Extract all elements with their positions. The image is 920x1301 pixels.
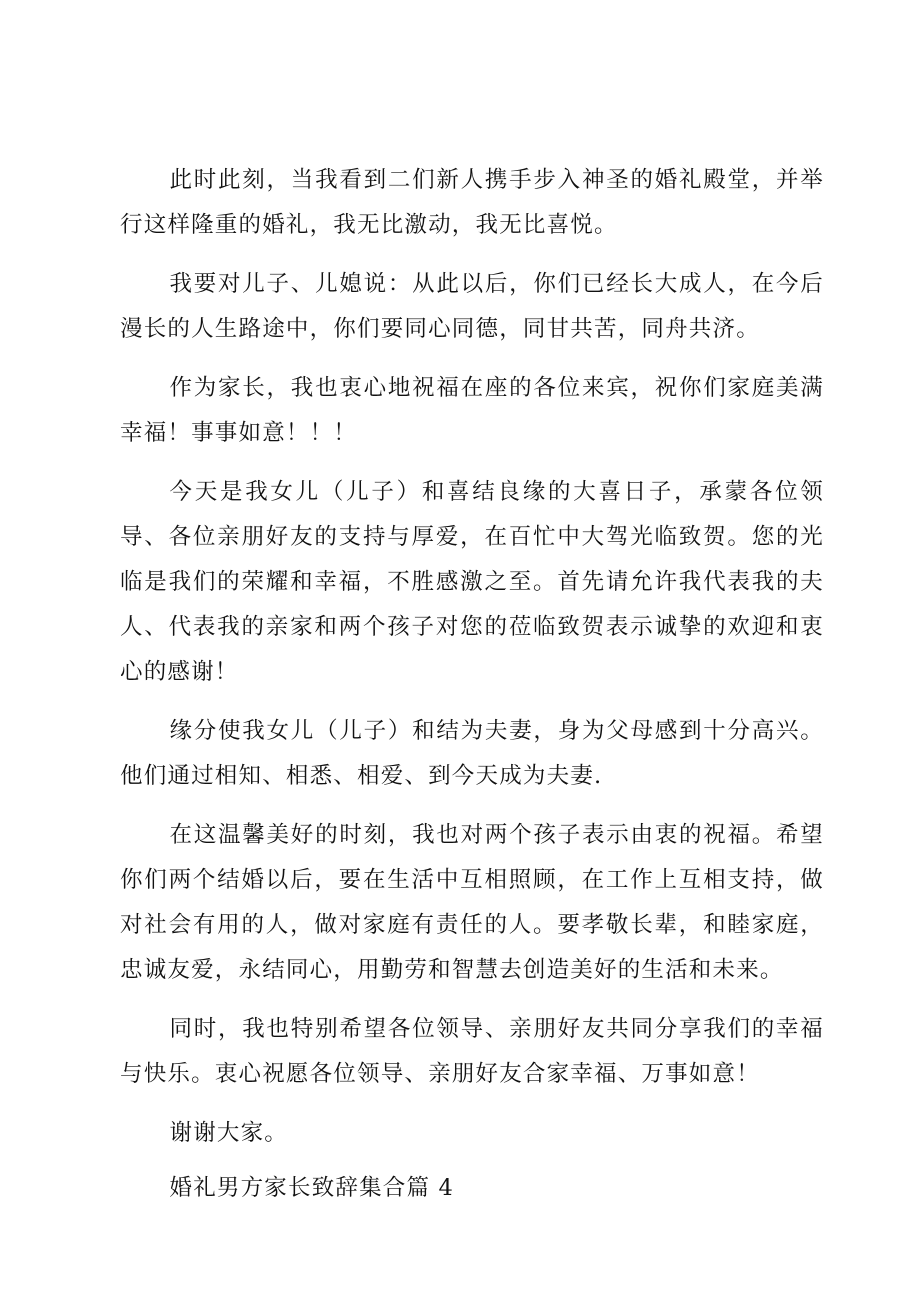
paragraph-6: 在这温馨美好的时刻，我也对两个孩子表示由衷的祝福。希望你们两个结婚以后，要在生活中互相照顾，在工作上互相支持，做对社会有用的人，做对家庭有责任的人。要孝敬长辈，和睦家庭，忠诚友爱，永结同心，用勤劳和智慧去创造美好的生活和未来。 xyxy=(120,822,824,983)
paragraph-4: 今天是我女儿（儿子）和喜结良缘的大喜日子，承蒙各位领导、各位亲朋好友的支持与厚爱，在百忙中大驾光临致贺。您的光临是我们的荣耀和幸福，不胜感激之至。首先请允许我代表我的夫人、代表我的亲家和两个孩子对您的莅临致贺表示诚挚的欢迎和衷心的感谢！ xyxy=(120,479,824,685)
section-heading: 婚礼男方家长致辞集合篇 4 xyxy=(169,1175,455,1201)
paragraph-1: 此时此刻，当我看到二们新人携手步入神圣的婚礼殿堂，并举行这样隆重的婚礼，我无比激动，我无比喜悦。 xyxy=(120,167,824,238)
document-body xyxy=(120,158,824,1221)
closing-thanks: 谢谢大家。 xyxy=(169,1120,289,1146)
paragraph-2: 我要对儿子、儿媳说：从此以后，你们已经长大成人，在今后漫长的人生路途中，你们要同心同德，同甘共苦，同舟共济。 xyxy=(120,271,824,342)
paragraph-7: 同时，我也特别希望各位领导、亲朋好友共同分享我们的幸福与快乐。衷心祝愿各位领导、亲朋好友合家幸福、万事如意！ xyxy=(120,1016,824,1087)
paragraph-5: 缘分使我女儿（儿子）和结为夫妻，身为父母感到十分高兴。他们通过相知、相悉、相爱、到今天成为夫妻. xyxy=(120,718,824,789)
paragraph-3: 作为家长，我也衷心地祝福在座的各位来宾，祝你们家庭美满幸福！事事如意！！！ xyxy=(120,375,824,446)
